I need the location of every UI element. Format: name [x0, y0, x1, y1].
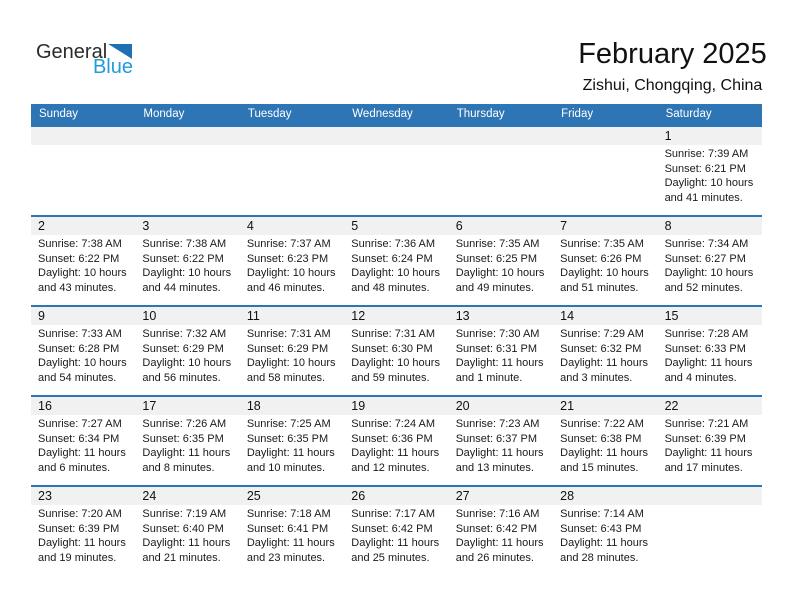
logo-text-blue: Blue	[92, 56, 133, 78]
day-cell-12	[344, 307, 448, 395]
weekday-header-friday: Friday	[561, 108, 594, 120]
day-cell-8	[658, 217, 762, 305]
daylight-text-line1: Daylight: 10 hours	[351, 267, 440, 280]
sunrise-text: Sunrise: 7:21 AM	[664, 418, 749, 430]
daylight-text-line1: Daylight: 11 hours	[246, 537, 335, 550]
day-number-19: 19	[344, 397, 448, 415]
daylight-text-line2: and 51 minutes.	[560, 281, 639, 294]
daylight-text-line2: and 41 minutes.	[664, 191, 743, 204]
sunrise-text: Sunrise: 7:34 AM	[664, 238, 749, 250]
day-details	[135, 235, 239, 295]
daylight-text-line1: Daylight: 11 hours	[351, 447, 440, 460]
day-cell-24	[135, 487, 239, 575]
sunrise-text: Sunrise: 7:35 AM	[455, 238, 540, 250]
day-cell-7	[553, 217, 657, 305]
sunrise-text: Sunrise: 7:39 AM	[664, 148, 749, 160]
sunset-text: Sunset: 6:29 PM	[142, 342, 224, 355]
day-cell-26	[344, 487, 448, 575]
day-cell-4	[240, 217, 344, 305]
sunrise-text: Sunrise: 7:38 AM	[142, 238, 227, 250]
day-number-26: 26	[344, 487, 448, 505]
sunset-text: Sunset: 6:22 PM	[142, 252, 224, 265]
day-number-16: 16	[31, 397, 135, 415]
day-details	[240, 505, 344, 565]
daylight-text-line1: Daylight: 11 hours	[560, 447, 648, 460]
daylight-text-line1: Daylight: 11 hours	[142, 537, 231, 550]
daylight-text-line2: and 44 minutes.	[142, 281, 221, 294]
day-number-25: 25	[240, 487, 344, 505]
daylight-text-line2: and 52 minutes.	[664, 281, 743, 294]
day-cell-empty	[658, 487, 762, 575]
day-cell-5	[344, 217, 448, 305]
sunrise-text: Sunrise: 7:24 AM	[351, 418, 436, 430]
weekday-header-wednesday: Wednesday	[352, 108, 413, 120]
sunset-text: Sunset: 6:21 PM	[664, 162, 746, 175]
daylight-text-line1: Daylight: 10 hours	[142, 357, 232, 370]
sunset-text: Sunset: 6:28 PM	[38, 342, 120, 355]
daylight-text-line2: and 49 minutes.	[455, 281, 534, 294]
sunset-text: Sunset: 6:38 PM	[560, 432, 642, 445]
sunrise-text: Sunrise: 7:28 AM	[664, 328, 749, 340]
sunset-text: Sunset: 6:30 PM	[351, 342, 433, 355]
daylight-text-line1: Daylight: 11 hours	[455, 537, 544, 550]
sunset-text: Sunset: 6:33 PM	[664, 342, 746, 355]
day-cell-17	[135, 397, 239, 485]
daylight-text-line2: and 8 minutes.	[142, 461, 215, 474]
day-number-5: 5	[344, 217, 448, 235]
sunset-text: Sunset: 6:27 PM	[664, 252, 746, 265]
daylight-text-line1: Daylight: 11 hours	[560, 537, 648, 550]
sunrise-text: Sunrise: 7:27 AM	[38, 418, 122, 430]
sunset-text: Sunset: 6:24 PM	[351, 252, 433, 265]
logo-word-general: General	[36, 41, 108, 63]
day-number-14: 14	[553, 307, 657, 325]
sunrise-text: Sunrise: 7:37 AM	[246, 238, 331, 250]
calendar-table	[31, 104, 762, 575]
daylight-text-line1: Daylight: 10 hours	[38, 357, 127, 370]
day-number-27: 27	[449, 487, 553, 505]
day-cell-16	[31, 397, 135, 485]
sunrise-text: Sunrise: 7:14 AM	[560, 508, 644, 520]
day-number-7: 7	[553, 217, 657, 235]
day-number-9: 9	[31, 307, 135, 325]
day-cell-27	[449, 487, 553, 575]
day-details	[344, 505, 448, 565]
daylight-text-line1: Daylight: 11 hours	[38, 537, 126, 550]
day-number-20: 20	[449, 397, 553, 415]
day-number-empty	[344, 127, 448, 145]
day-cell-22	[658, 397, 762, 485]
day-details	[344, 415, 448, 475]
day-number-22: 22	[658, 397, 762, 415]
day-number-empty	[449, 127, 553, 145]
day-cell-empty	[449, 127, 553, 215]
sunset-text: Sunset: 6:39 PM	[38, 522, 120, 535]
day-number-23: 23	[31, 487, 135, 505]
day-cell-empty	[135, 127, 239, 215]
day-details	[553, 505, 657, 565]
sunset-text: Sunset: 6:41 PM	[246, 522, 329, 535]
sunset-text: Sunset: 6:40 PM	[142, 522, 224, 535]
day-number-empty	[240, 127, 344, 145]
sunrise-text: Sunrise: 7:29 AM	[560, 328, 644, 340]
daylight-text-line1: Daylight: 10 hours	[664, 267, 754, 280]
day-details	[658, 415, 762, 475]
day-cell-28	[553, 487, 657, 575]
day-details	[449, 325, 553, 385]
daylight-text-line2: and 1 minute.	[455, 371, 523, 384]
day-cell-empty	[240, 127, 344, 215]
day-cell-19	[344, 397, 448, 485]
daylight-text-line1: Daylight: 10 hours	[142, 267, 232, 280]
day-details	[31, 325, 135, 385]
sunrise-text: Sunrise: 7:26 AM	[142, 418, 227, 430]
day-number-21: 21	[553, 397, 657, 415]
day-number-17: 17	[135, 397, 239, 415]
sunrise-text: Sunrise: 7:25 AM	[246, 418, 331, 430]
daylight-text-line2: and 56 minutes.	[142, 371, 221, 384]
sunset-text: Sunset: 6:39 PM	[664, 432, 746, 445]
daylight-text-line1: Daylight: 10 hours	[38, 267, 127, 280]
daylight-text-line1: Daylight: 10 hours	[664, 177, 754, 190]
daylight-text-line2: and 46 minutes.	[246, 281, 326, 294]
day-details	[240, 325, 344, 385]
daylight-text-line2: and 59 minutes.	[351, 371, 430, 384]
weekday-header-saturday: Saturday	[665, 108, 712, 120]
day-details	[449, 235, 553, 295]
daylight-text-line2: and 17 minutes.	[664, 461, 743, 474]
weekday-header-monday: Monday	[143, 108, 185, 120]
day-details	[31, 415, 135, 475]
day-number-4: 4	[240, 217, 344, 235]
day-cell-9	[31, 307, 135, 395]
sunrise-text: Sunrise: 7:22 AM	[560, 418, 644, 430]
sunrise-text: Sunrise: 7:18 AM	[246, 508, 331, 520]
title-block	[565, 38, 780, 96]
sunrise-text: Sunrise: 7:20 AM	[38, 508, 122, 520]
sunset-text: Sunset: 6:42 PM	[351, 522, 433, 535]
page-subtitle: Zishui, Chongqing, China	[582, 77, 763, 94]
day-number-10: 10	[135, 307, 239, 325]
sunset-text: Sunset: 6:26 PM	[560, 252, 642, 265]
daylight-text-line2: and 13 minutes.	[455, 461, 534, 474]
daylight-text-line2: and 28 minutes.	[560, 551, 639, 564]
day-number-15: 15	[658, 307, 762, 325]
daylight-text-line2: and 21 minutes.	[142, 551, 221, 564]
week-row-3	[31, 305, 762, 395]
day-number-11: 11	[240, 307, 344, 325]
day-number-18: 18	[240, 397, 344, 415]
daylight-text-line2: and 3 minutes.	[560, 371, 633, 384]
sunrise-text: Sunrise: 7:16 AM	[455, 508, 540, 520]
sunrise-text: Sunrise: 7:36 AM	[351, 238, 436, 250]
sunrise-text: Sunrise: 7:31 AM	[351, 328, 436, 340]
sunset-text: Sunset: 6:31 PM	[455, 342, 538, 355]
day-cell-6	[449, 217, 553, 305]
day-number-empty	[135, 127, 239, 145]
day-cell-20	[449, 397, 553, 485]
daylight-text-line1: Daylight: 10 hours	[560, 267, 649, 280]
day-number-13: 13	[449, 307, 553, 325]
day-cell-3	[135, 217, 239, 305]
day-details	[135, 415, 239, 475]
daylight-text-line2: and 15 minutes.	[560, 461, 639, 474]
daylight-text-line1: Daylight: 10 hours	[351, 357, 440, 370]
day-number-empty	[553, 127, 657, 145]
daylight-text-line1: Daylight: 11 hours	[560, 357, 648, 370]
day-details	[553, 415, 657, 475]
day-details	[658, 235, 762, 295]
day-details	[449, 505, 553, 565]
day-number-24: 24	[135, 487, 239, 505]
day-cell-empty	[553, 127, 657, 215]
sunrise-text: Sunrise: 7:19 AM	[142, 508, 227, 520]
daylight-text-line1: Daylight: 10 hours	[246, 357, 336, 370]
page-title: February 2025	[578, 38, 767, 70]
day-details	[658, 145, 762, 205]
day-number-empty	[31, 127, 135, 145]
sunset-text: Sunset: 6:37 PM	[455, 432, 538, 445]
sunset-text: Sunset: 6:29 PM	[246, 342, 329, 355]
day-number-3: 3	[135, 217, 239, 235]
day-number-1: 1	[658, 127, 762, 145]
daylight-text-line1: Daylight: 11 hours	[351, 537, 440, 550]
weekday-header-row	[31, 104, 762, 125]
week-row-4	[31, 395, 762, 485]
sunset-text: Sunset: 6:23 PM	[246, 252, 329, 265]
day-cell-empty	[344, 127, 448, 215]
sunset-text: Sunset: 6:35 PM	[246, 432, 329, 445]
sunset-text: Sunset: 6:36 PM	[351, 432, 433, 445]
day-details	[135, 325, 239, 385]
sunset-text: Sunset: 6:35 PM	[142, 432, 224, 445]
day-details	[240, 415, 344, 475]
sunset-text: Sunset: 6:32 PM	[560, 342, 642, 355]
daylight-text-line1: Daylight: 11 hours	[455, 357, 544, 370]
day-cell-13	[449, 307, 553, 395]
day-details	[31, 505, 135, 565]
sunrise-text: Sunrise: 7:31 AM	[246, 328, 331, 340]
weekday-header-thursday: Thursday	[456, 108, 505, 120]
sunrise-text: Sunrise: 7:32 AM	[142, 328, 227, 340]
daylight-text-line1: Daylight: 10 hours	[246, 267, 336, 280]
daylight-text-line2: and 43 minutes.	[38, 281, 117, 294]
day-number-28: 28	[553, 487, 657, 505]
day-cell-1	[658, 127, 762, 215]
day-details	[344, 235, 448, 295]
daylight-text-line2: and 54 minutes.	[38, 371, 117, 384]
weekday-header-tuesday: Tuesday	[247, 108, 292, 120]
day-cell-14	[553, 307, 657, 395]
day-details	[135, 505, 239, 565]
daylight-text-line2: and 4 minutes.	[664, 371, 737, 384]
day-cell-15	[658, 307, 762, 395]
day-details	[344, 325, 448, 385]
day-details	[31, 235, 135, 295]
day-cell-2	[31, 217, 135, 305]
sunset-text: Sunset: 6:34 PM	[38, 432, 120, 445]
daylight-text-line2: and 48 minutes.	[351, 281, 430, 294]
daylight-text-line2: and 25 minutes.	[351, 551, 430, 564]
week-row-5	[31, 485, 762, 575]
day-cell-18	[240, 397, 344, 485]
sunset-text: Sunset: 6:22 PM	[38, 252, 120, 265]
daylight-text-line1: Daylight: 11 hours	[455, 447, 544, 460]
day-cell-23	[31, 487, 135, 575]
daylight-text-line2: and 10 minutes.	[246, 461, 326, 474]
sunrise-text: Sunrise: 7:38 AM	[38, 238, 122, 250]
daylight-text-line1: Daylight: 11 hours	[246, 447, 335, 460]
daylight-text-line2: and 6 minutes.	[38, 461, 111, 474]
day-number-6: 6	[449, 217, 553, 235]
weekday-header-sunday: Sunday	[39, 108, 79, 120]
day-cell-11	[240, 307, 344, 395]
sunrise-text: Sunrise: 7:30 AM	[455, 328, 540, 340]
day-cell-empty	[31, 127, 135, 215]
day-cell-25	[240, 487, 344, 575]
day-number-empty	[658, 487, 762, 505]
sunset-text: Sunset: 6:25 PM	[455, 252, 538, 265]
day-details	[658, 325, 762, 385]
day-number-2: 2	[31, 217, 135, 235]
sunset-text: Sunset: 6:42 PM	[455, 522, 538, 535]
day-details	[553, 235, 657, 295]
day-details	[240, 235, 344, 295]
daylight-text-line2: and 23 minutes.	[246, 551, 326, 564]
daylight-text-line1: Daylight: 11 hours	[664, 447, 753, 460]
daylight-text-line2: and 58 minutes.	[246, 371, 326, 384]
day-cell-21	[553, 397, 657, 485]
calendar-weeks	[31, 125, 762, 575]
week-row-2	[31, 215, 762, 305]
general-blue-logo	[36, 41, 136, 78]
sunrise-text: Sunrise: 7:17 AM	[351, 508, 436, 520]
sunrise-text: Sunrise: 7:35 AM	[560, 238, 644, 250]
sunset-text: Sunset: 6:43 PM	[560, 522, 642, 535]
daylight-text-line2: and 19 minutes.	[38, 551, 117, 564]
sunrise-text: Sunrise: 7:33 AM	[38, 328, 122, 340]
daylight-text-line2: and 26 minutes.	[455, 551, 534, 564]
daylight-text-line1: Daylight: 11 hours	[142, 447, 231, 460]
day-details	[449, 415, 553, 475]
day-number-12: 12	[344, 307, 448, 325]
sunrise-text: Sunrise: 7:23 AM	[455, 418, 540, 430]
daylight-text-line1: Daylight: 11 hours	[38, 447, 126, 460]
daylight-text-line1: Daylight: 10 hours	[455, 267, 545, 280]
daylight-text-line2: and 12 minutes.	[351, 461, 430, 474]
day-cell-10	[135, 307, 239, 395]
day-number-8: 8	[658, 217, 762, 235]
week-row-1	[31, 125, 762, 215]
day-details	[553, 325, 657, 385]
daylight-text-line1: Daylight: 11 hours	[664, 357, 753, 370]
